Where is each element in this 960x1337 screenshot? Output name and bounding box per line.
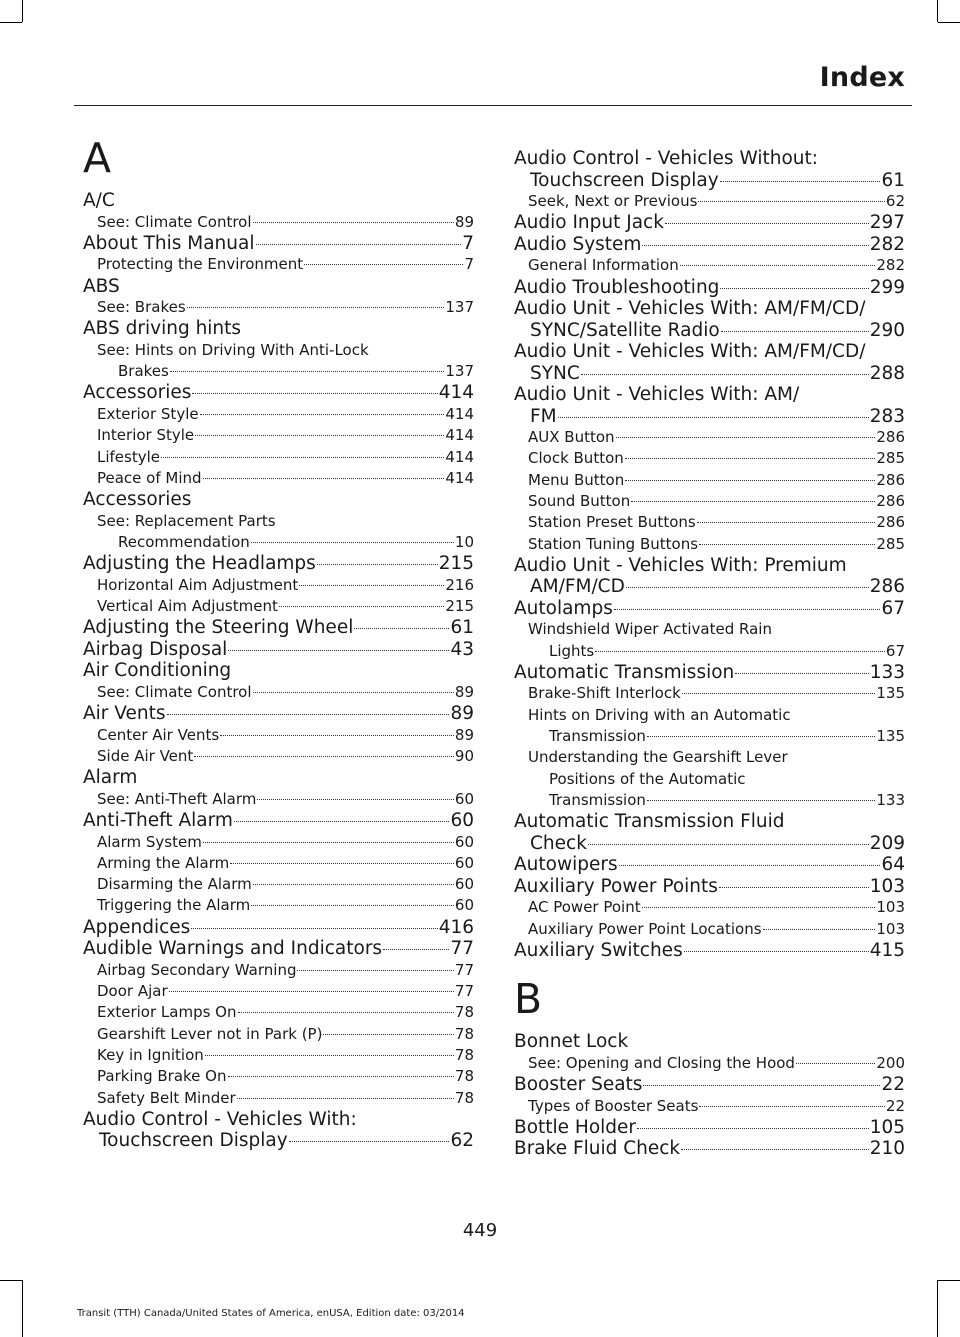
- crop-mark-bottom-right-v: [937, 1280, 938, 1337]
- index-subentry[interactable]: See: Climate Control 89: [97, 212, 474, 231]
- index-subentry[interactable]: Parking Brake On 78: [97, 1067, 474, 1086]
- index-subentry[interactable]: AUX Button 286: [528, 428, 905, 447]
- crop-mark-top-right-h: [938, 22, 960, 23]
- index-subentry[interactable]: Airbag Secondary Warning 77: [97, 960, 474, 979]
- index-subentry-continued[interactable]: Brakes 137: [118, 362, 474, 381]
- crop-mark-bottom-right-h: [938, 1280, 960, 1281]
- index-entry[interactable]: Auxiliary Switches 415: [514, 939, 905, 961]
- index-entry[interactable]: Air Conditioning: [83, 660, 232, 682]
- index-subentry[interactable]: Hints on Driving with an Automatic: [528, 705, 791, 724]
- index-subentry[interactable]: See: Climate Control 89: [97, 682, 474, 701]
- index-entry[interactable]: Audio System 282: [514, 233, 905, 255]
- index-subentry[interactable]: Center Air Vents 89: [97, 725, 474, 744]
- index-entry[interactable]: Audio Input Jack 297: [514, 212, 905, 234]
- index-entry-continued[interactable]: AM/FM/CD 286: [530, 576, 905, 598]
- index-subentry[interactable]: Alarm System 60: [97, 832, 474, 851]
- index-subentry-continued[interactable]: Lights 67: [549, 641, 905, 660]
- index-subentry[interactable]: Types of Booster Seats 22: [528, 1096, 905, 1115]
- page-title: Index: [819, 62, 905, 93]
- index-entry[interactable]: Audio Control - Vehicles Without:: [514, 148, 818, 169]
- index-entry[interactable]: Audio Unit - Vehicles With: AM/FM/CD/: [514, 298, 866, 320]
- index-subentry[interactable]: Understanding the Gearshift Lever: [528, 748, 788, 767]
- index-subentry[interactable]: Seek, Next or Previous 62: [528, 192, 905, 210]
- index-subentry[interactable]: See: Hints on Driving With Anti-Lock: [97, 340, 369, 359]
- index-subentry[interactable]: Menu Button 286: [528, 470, 905, 489]
- index-subentry[interactable]: Key in Ignition 78: [97, 1045, 474, 1064]
- index-subentry[interactable]: See: Replacement Parts: [97, 511, 276, 530]
- index-subentry[interactable]: Safety Belt Minder 78: [97, 1088, 474, 1107]
- index-subentry[interactable]: See: Anti-Theft Alarm 60: [97, 789, 474, 808]
- index-entry[interactable]: Brake Fluid Check 210: [514, 1138, 905, 1160]
- index-entry-continued[interactable]: SYNC 288: [530, 362, 905, 384]
- index-entry[interactable]: Audio Unit - Vehicles With: AM/FM/CD/: [514, 341, 866, 363]
- index-entry[interactable]: ABS: [83, 275, 120, 297]
- crop-mark-bottom-left-v: [22, 1280, 23, 1337]
- index-entry[interactable]: Adjusting the Steering Wheel 61: [83, 617, 474, 639]
- index-subentry[interactable]: Sound Button 286: [528, 491, 905, 510]
- index-entry[interactable]: Audio Control - Vehicles With:: [83, 1108, 357, 1130]
- index-subentry[interactable]: Exterior Style 414: [97, 404, 474, 423]
- index-entry[interactable]: Adjusting the Headlamps 215: [83, 553, 474, 575]
- index-entry[interactable]: A/C: [83, 190, 115, 211]
- index-subentry[interactable]: Arming the Alarm 60: [97, 853, 474, 872]
- index-subentry[interactable]: Peace of Mind 414: [97, 468, 474, 487]
- index-subentry[interactable]: Vertical Aim Adjustment 215: [97, 597, 474, 616]
- index-entry-continued[interactable]: Touchscreen Display 61: [530, 169, 905, 191]
- index-entry[interactable]: Air Vents 89: [83, 703, 474, 725]
- index-subentry[interactable]: Door Ajar 77: [97, 982, 474, 1001]
- index-column-right: [514, 148, 905, 1160]
- index-subentry[interactable]: Interior Style 414: [97, 426, 474, 445]
- index-entry[interactable]: About This Manual 7: [83, 232, 474, 254]
- index-entry[interactable]: Autowipers 64: [514, 854, 905, 876]
- crop-mark-top-left-v: [22, 0, 23, 22]
- index-subentry-continued[interactable]: Recommendation 10: [118, 532, 474, 551]
- index-subentry[interactable]: Exterior Lamps On 78: [97, 1003, 474, 1022]
- index-entry-continued[interactable]: SYNC/Satellite Radio 290: [530, 319, 905, 341]
- index-entry[interactable]: Audio Unit - Vehicles With: Premium: [514, 554, 847, 576]
- index-entry[interactable]: Anti-Theft Alarm 60: [83, 810, 474, 832]
- index-entry[interactable]: Automatic Transmission 133: [514, 661, 905, 683]
- index-entry[interactable]: Auxiliary Power Points 103: [514, 875, 905, 897]
- index-subentry-continued[interactable]: Transmission 133: [549, 790, 905, 809]
- index-column-left: [83, 136, 474, 1152]
- index-entry[interactable]: Booster Seats 22: [514, 1074, 905, 1096]
- index-subentry-continued[interactable]: Positions of the Automatic: [549, 769, 746, 788]
- index-subentry[interactable]: See: Opening and Closing the Hood 200: [528, 1053, 905, 1072]
- index-entry[interactable]: Audio Unit - Vehicles With: AM/: [514, 384, 800, 406]
- index-entry[interactable]: Accessories 414: [83, 382, 474, 404]
- index-subentry[interactable]: Lifestyle 414: [97, 447, 474, 466]
- index-subentry[interactable]: Windshield Wiper Activated Rain: [528, 620, 772, 639]
- index-entry[interactable]: ABS driving hints: [83, 318, 242, 340]
- index-subentry[interactable]: Gearshift Lever not in Park (P) 78: [97, 1024, 474, 1043]
- crop-mark-bottom-left-h: [0, 1280, 22, 1281]
- index-subentry[interactable]: Horizontal Aim Adjustment 216: [97, 575, 474, 594]
- index-entry[interactable]: Alarm: [83, 767, 138, 789]
- index-subentry[interactable]: Brake-Shift Interlock 135: [528, 684, 905, 703]
- index-entry[interactable]: Audio Troubleshooting 299: [514, 276, 905, 298]
- crop-mark-top-left-h: [0, 22, 22, 23]
- index-subentry[interactable]: General Information 282: [528, 256, 905, 275]
- index-entry-continued[interactable]: FM 283: [530, 405, 905, 427]
- index-subentry[interactable]: Station Preset Buttons 286: [528, 513, 905, 532]
- index-subentry[interactable]: Clock Button 285: [528, 449, 905, 468]
- index-entry-continued[interactable]: Touchscreen Display 62: [99, 1130, 474, 1152]
- edition-footer: Transit (TTH) Canada/United States of America, enUSA, Edition date: 03/2014: [77, 1308, 465, 1319]
- index-subentry[interactable]: Auxiliary Power Point Locations 103: [528, 919, 905, 938]
- index-subentry[interactable]: AC Power Point 103: [528, 898, 905, 917]
- section-letter-a: A: [83, 134, 112, 182]
- index-entry[interactable]: Audible Warnings and Indicators 77: [83, 938, 474, 960]
- index-entry[interactable]: Bonnet Lock: [514, 1031, 629, 1053]
- title-divider: [74, 105, 912, 106]
- index-entry[interactable]: Bottle Holder 105: [514, 1116, 905, 1138]
- index-subentry[interactable]: Station Tuning Buttons 285: [528, 534, 905, 553]
- index-entry[interactable]: Autolamps 67: [514, 597, 905, 619]
- index-subentry[interactable]: Disarming the Alarm 60: [97, 875, 474, 894]
- index-subentry[interactable]: Protecting the Environment 7: [97, 255, 474, 274]
- section-letter-b: B: [514, 975, 543, 1024]
- index-entry[interactable]: Accessories: [83, 489, 192, 511]
- page-number: 449: [462, 1220, 498, 1241]
- index-subentry[interactable]: Side Air Vent 90: [97, 746, 474, 765]
- index-entry[interactable]: Appendices 416: [83, 916, 474, 938]
- index-entry-continued[interactable]: Check 209: [530, 832, 905, 854]
- index-subentry[interactable]: Triggering the Alarm 60: [97, 896, 474, 915]
- crop-mark-top-right-v: [937, 0, 938, 22]
- index-entry[interactable]: Airbag Disposal 43: [83, 638, 474, 660]
- index-entry[interactable]: Automatic Transmission Fluid: [514, 811, 785, 833]
- index-subentry[interactable]: See: Brakes 137: [97, 298, 474, 317]
- index-subentry-continued[interactable]: Transmission 135: [549, 727, 905, 746]
